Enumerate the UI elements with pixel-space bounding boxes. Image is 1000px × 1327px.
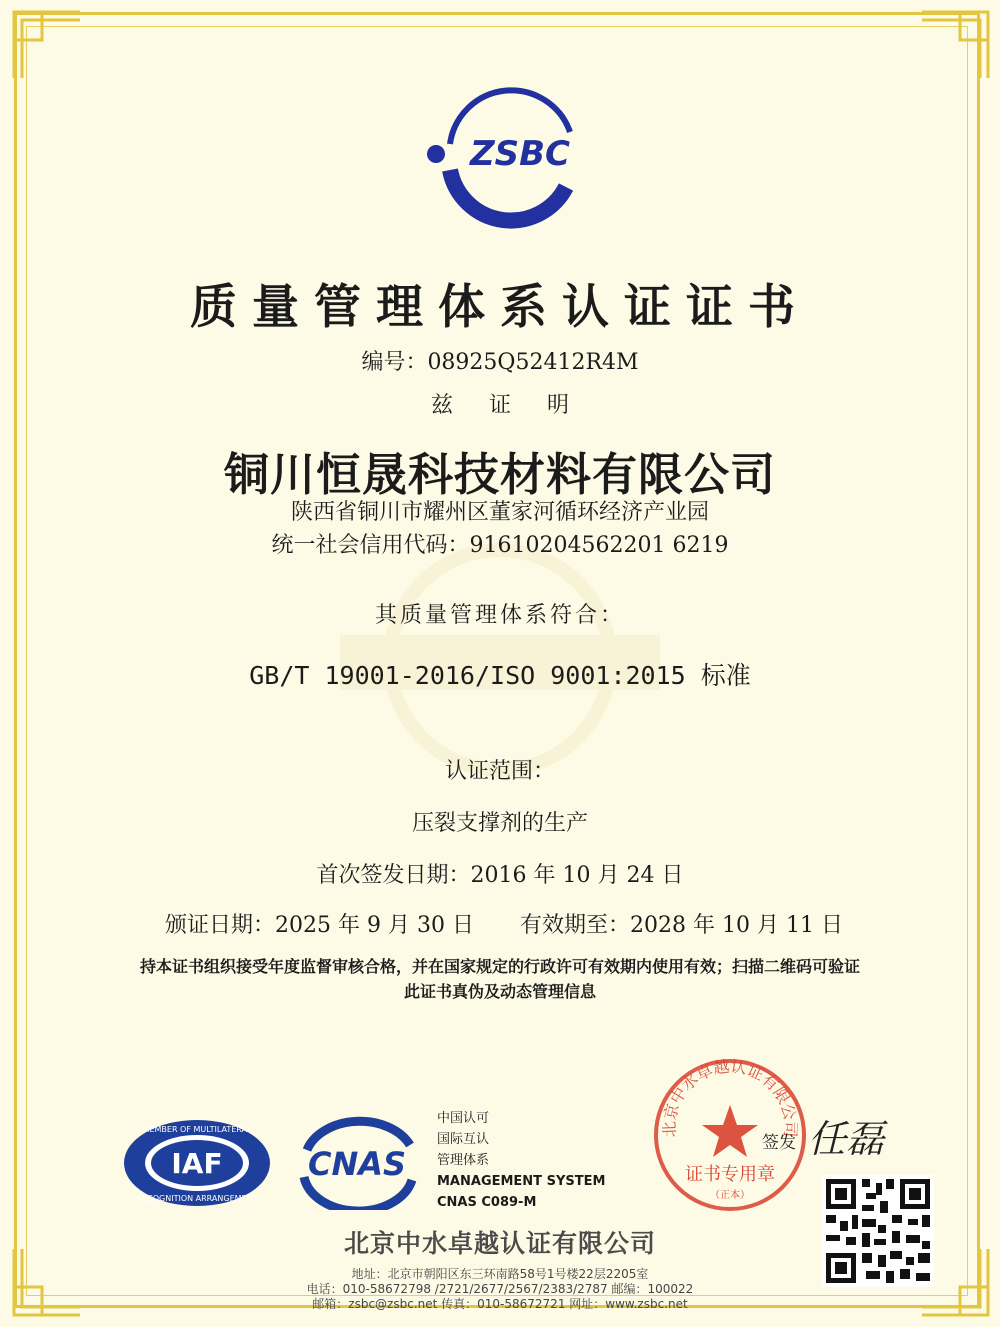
conformity-heading: 其质量管理体系符合：: [374, 603, 625, 628]
company-name: 铜川恒晟科技材料有限公司: [223, 448, 776, 501]
issue-date: 颁证日期：2025 年 9 月 30 日: [165, 913, 474, 938]
accreditation-line: 管理体系: [437, 1153, 490, 1168]
accreditation-line: 中国认可: [437, 1111, 490, 1126]
seal-star-icon: [702, 1105, 758, 1157]
iaf-text: IAF: [171, 1147, 223, 1180]
signature: 任磊: [808, 1117, 885, 1161]
accreditation-line: CNAS C089-M: [437, 1195, 537, 1210]
validity-note-continued: 此证书真伪及动态管理信息: [403, 982, 596, 1001]
cnas-text: CNAS: [307, 1145, 407, 1183]
certificate-title: 质量管理体系认证证书: [190, 280, 810, 335]
accreditation-line: MANAGEMENT SYSTEM: [437, 1174, 606, 1189]
company-address: 陕西省铜川市耀州区董家河循环经济产业园: [290, 500, 709, 525]
iaf-ring-top: MEMBER OF MULTILATERAL: [142, 1125, 252, 1134]
scope-heading: 认证范围：: [444, 759, 555, 784]
sign-label: 签发: [762, 1133, 796, 1153]
valid-until-date: 有效期至：2028 年 10 月 11 日: [520, 913, 843, 938]
seal-ring-text: 北京中水卓越认证有限公司: [659, 1056, 801, 1138]
issuing-organization: 北京中水卓越认证有限公司: [343, 1229, 656, 1258]
scope-value: 压裂支撑剂的生产: [411, 811, 588, 836]
accreditation-line: 国际互认: [437, 1132, 490, 1147]
corner-ornament: [920, 10, 990, 80]
zsbc-logo: [420, 82, 590, 232]
logo-text: ZSBC: [469, 134, 571, 174]
iaf-ring-bottom: RECOGNITION ARRANGEMENT: [136, 1194, 258, 1203]
credit-code: 统一社会信用代码：91610204562201 6219: [271, 533, 729, 558]
validity-note: 持本证书组织接受年度监督审核合格，并在国家规定的行政许可有效期内使用有效；扫描二维码可验证: [139, 957, 860, 976]
iaf-logo: [122, 1118, 272, 1208]
corner-ornament: [12, 10, 82, 80]
first-issue-date: 首次签发日期：2016 年 10 月 24 日: [316, 863, 684, 888]
seal-label: 证书专用章: [685, 1164, 775, 1185]
footer-email: 邮箱：zsbc@zsbc.net 传真：010-58672721 网址：www.zsbc.net: [312, 1297, 688, 1311]
hereby-certify: 兹证明: [430, 393, 605, 418]
cnas-logo: [292, 1115, 422, 1210]
footer-phone: 电话：010-58672798 /2721/2677/2567/2383/2787 邮编：100022: [306, 1282, 694, 1296]
certificate-number: 编号：08925Q52412R4M: [361, 350, 639, 375]
footer-address: 地址：北京市朝阳区东三环南路58号1号楼22层2205室: [351, 1267, 649, 1281]
standard-text: GB/T 19001-2016/ISO 9001:2015 标准: [249, 661, 751, 690]
accreditation-info: [437, 1108, 605, 1213]
seal-small-label: （正本）: [710, 1190, 750, 1201]
